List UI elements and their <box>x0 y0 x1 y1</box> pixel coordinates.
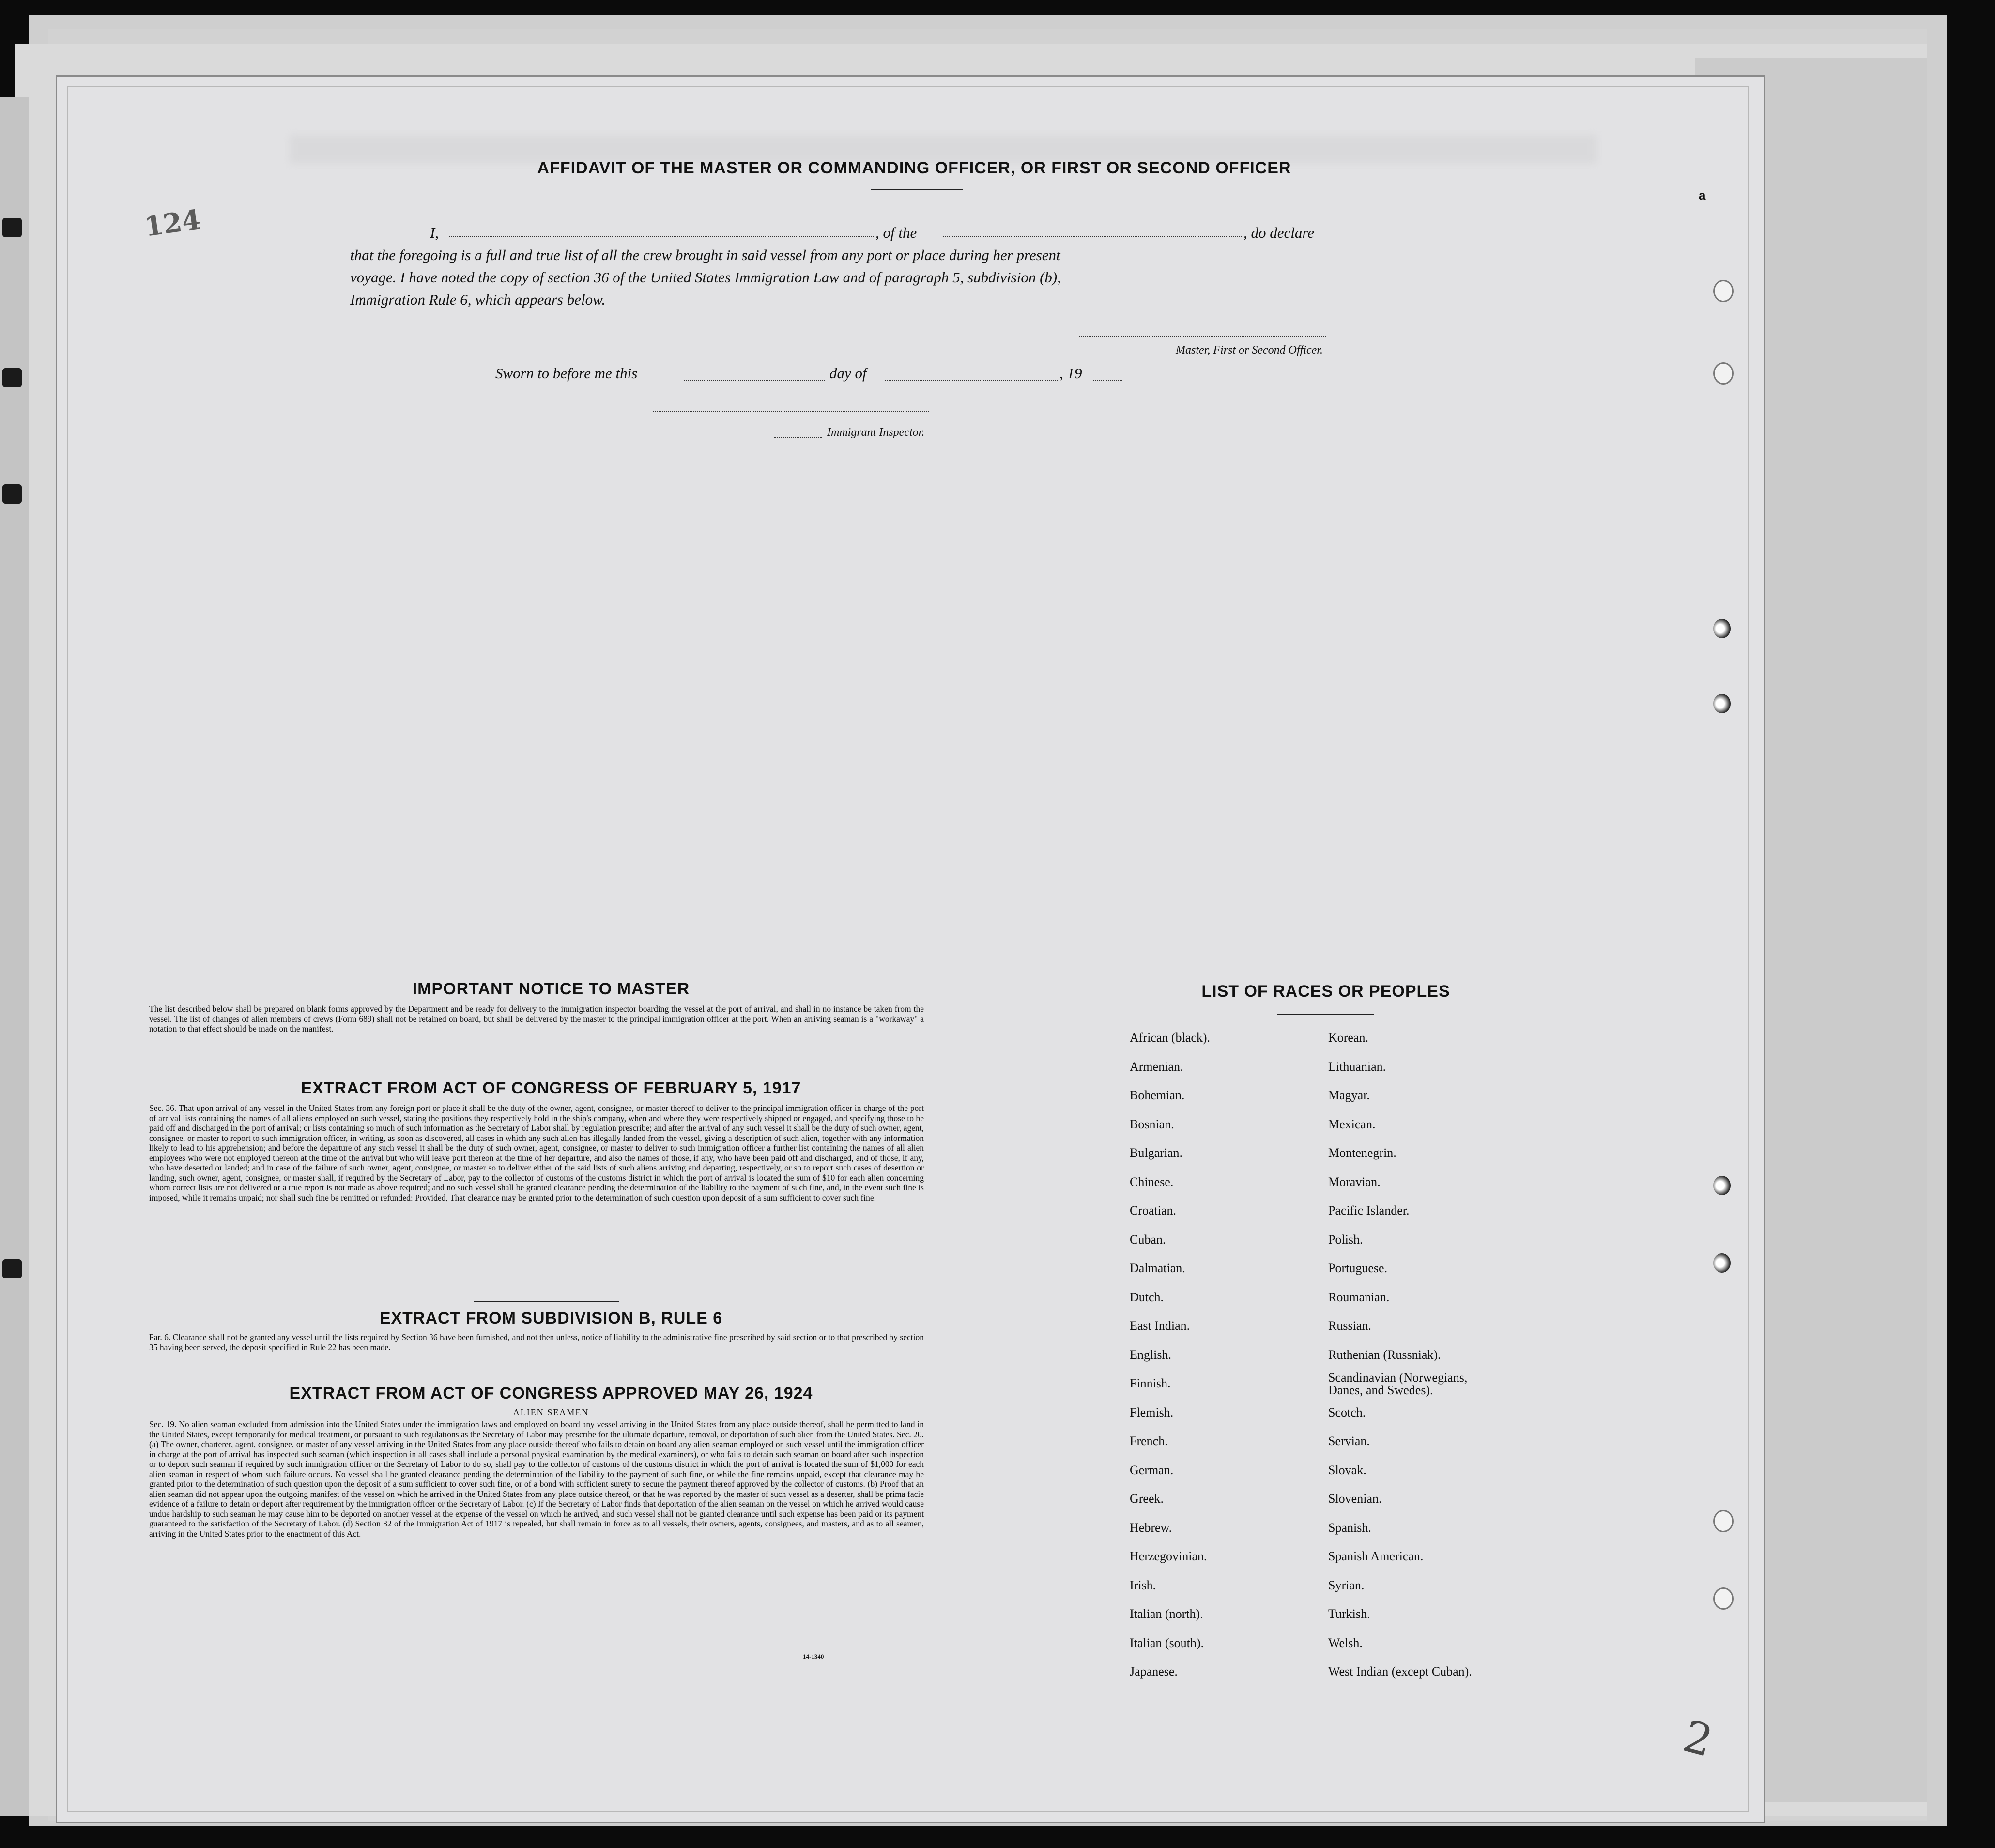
title-rule <box>871 189 963 190</box>
punch-hole <box>1713 362 1734 385</box>
page-border <box>67 86 1749 1812</box>
master-signature-line <box>1079 336 1326 337</box>
extract-1924-title: EXTRACT FROM ACT OF CONGRESS APPROVED MAY 26, 1924 <box>289 1384 813 1402</box>
race-item: Portuguese. <box>1328 1261 1388 1275</box>
race-item: Magyar. <box>1328 1088 1370 1102</box>
section-rule <box>474 1301 619 1302</box>
race-item: Scandinavian (Norwegians, Danes, and Swedes). <box>1328 1371 1468 1397</box>
binding-mark <box>2 1259 22 1278</box>
affidavit-text <box>350 222 1447 311</box>
race-item: Servian. <box>1328 1434 1370 1448</box>
punch-hole <box>1713 619 1731 638</box>
sworn-year-blank <box>1093 368 1122 381</box>
race-item: Flemish. <box>1130 1405 1174 1419</box>
affidavit-page <box>56 75 1765 1823</box>
inspector-signature-line <box>653 411 929 412</box>
race-item: German. <box>1130 1463 1174 1477</box>
race-item: Lithuanian. <box>1328 1059 1386 1074</box>
races-rule <box>1277 1014 1374 1015</box>
race-item: Spanish. <box>1328 1520 1371 1535</box>
race-item: African (black). <box>1130 1031 1211 1045</box>
race-item: Bosnian. <box>1130 1117 1174 1131</box>
race-item: East Indian. <box>1130 1319 1190 1333</box>
affidavit-line: that the foregoing is a full and true list of all the crew brought in said vessel from any port or place during her present <box>350 246 1060 263</box>
binding-mark <box>2 218 22 237</box>
race-item: Syrian. <box>1328 1578 1365 1592</box>
declarant-name-blank <box>449 225 875 237</box>
extract-1917-body: Sec. 36. That upon arrival of any vessel in the United States from any foreign port or place it shall be the duty of the owner, agent, consignee, or master thereof to deliver to the principal immigration officer in charge of the port of arrival lists containing the names of all aliens employed on such vessel, stating the positions they respectively hold in the ship's company, when and where they were respectively shipped or engaged, and specifying those to be paid off and discharged in the port of arrival; or lists containing so much of such information as the Secretary of Labor shall by regulation prescribe; and after the arrival of any such vessel it shall be the duty of such owner, agent, consignee, or master to report to such immigration officer, in writing, as soon as discovered, all cases in which any such alien has illegally landed from the vessel, giving a description of such alien, together with any information likely to lead to his apprehension; and before the departure of any such vessel it shall be the duty of such owner, agent, consignee, or master to deliver to such immigration officer a further list containing the names of all alien employees who were not employed thereon at the time of the arrival but who will leave port thereon at the time of her departure, and also the names of those, if any, who have been paid off and discharged, and of those, if any, who have deserted or landed; and in case of the failure of such owner, agent, consignee, or master so to deliver either of the said lists of such aliens arriving and departing, respectively, or so to report such cases of desertion or landing, such owner, agent, consignee, or master shall, if required by the Secretary of Labor, pay to the collector of customs of the customs district in which the port of arrival is located the sum of $10 for each alien concerning whom correct lists are not delivered or a true report is not made as above required; and no such vessel shall be granted clearance pending the determination of the liability to the payment of such fine, and, in the event such fine is imposed, while it remains unpaid; nor shall such fine be remitted or refunded: Provided, That clearance may be granted prior to the determination of such question upon deposit of a sum sufficient to cover such fine. <box>149 1103 924 1202</box>
extract-1917-title: EXTRACT FROM ACT OF CONGRESS OF FEBRUARY 5, 1917 <box>301 1079 801 1097</box>
punch-hole <box>1713 1176 1731 1195</box>
binding-mark <box>2 484 22 504</box>
inspector-blank <box>774 425 822 438</box>
punch-hole <box>1713 694 1731 713</box>
race-item: Italian (south). <box>1130 1635 1204 1650</box>
punch-hole <box>1713 1510 1734 1532</box>
vessel-name-blank <box>943 225 1243 237</box>
corner-label: a <box>1699 188 1706 202</box>
master-signature-label: Master, First or Second Officer. <box>1176 344 1323 356</box>
race-item: Mexican. <box>1328 1117 1376 1131</box>
punch-hole <box>1713 1253 1731 1273</box>
race-item: Croatian. <box>1130 1203 1177 1217</box>
race-item: Pacific Islander. <box>1328 1203 1410 1217</box>
declarant-prefix: I, <box>430 224 439 241</box>
race-item: Slovak. <box>1328 1463 1366 1477</box>
notice-body: The list described below shall be prepared on blank forms approved by the Department and be ready for delivery to the immigration inspector boarding the vessel at the port of arrival, and shall in no instance be taken from the vessel. The list of changes of alien members of crews (Form 689) shall not be retained on board, but shall be delivered by the master to the principal immigration officer at the port. When an arriving seaman is a "workaway" a notation to that effect should be made on the manifest. <box>149 1004 924 1033</box>
race-item: Slovenian. <box>1328 1492 1382 1506</box>
race-item: Herzegovinian. <box>1130 1549 1207 1563</box>
binding-mark <box>2 368 22 387</box>
year-text: , 19 <box>1059 365 1082 382</box>
race-item: English. <box>1130 1347 1171 1362</box>
extract-1924-body: Sec. 19. No alien seaman excluded from admission into the United States under the immigration laws and employed on board any vessel arriving in the United States from any place outside thereof, shall be permitted to land in the United States, except temporarily for medical treatment, or pursuant to such regulations as the Secretary of Labor may prescribe for the ultimate departure, removal, or deportation of such alien from the United States. Sec. 20. (a) The owner, charterer, agent, consignee, or master of any vessel arriving in the United States from any place outside thereof who fails to detain on board any alien seaman employed on such vessel until the immigration officer in charge at the port of arrival has inspected such seaman (which inspection in all cases shall include a personal physical examination by the medical examiners), or who fails to detain such seaman on board after such inspection or to deport such seaman if required by such immigration officer or the Secretary of Labor to do so, shall pay to the collector of customs of the customs district in which the port of arrival is located the sum of $1,000 for each alien seaman in respect of whom such failure occurs. No vessel shall be granted clearance pending the determination of the liability to the payment of such fine, or while the fine remains unpaid, except that clearance may be granted prior to the determination of such question upon the deposit of a sum sufficient to cover such fine, or of a bond with sufficient surety to secure the payment thereof approved by the collector of customs. (b) Proof that an alien seaman did not appear upon the outgoing manifest of the vessel on which he arrived in the United States from any place outside thereof, or that he was reported by the master of such vessel as a deserter, shall be prima facie evidence of a failure to detain or deport after requirement by the immigration officer or the Secretary of Labor. (c) If the Secretary of Labor finds that deportation of the alien seaman on the vessel on which he arrived would cause undue hardship to such seaman he may cause him to be deported on another vessel at the expense of the vessel on which he arrived, and such vessel shall not be granted clearance until such expense has been paid or its payment guaranteed to the satisfaction of the Secretary of Labor. (d) Section 32 of the Immigration Act of 1917 is repealed, but shall remain in force as to all vessels, their owners, agents, consignees, and masters, and as to all seamen, arriving in the United States prior to the enactment of this Act. <box>149 1419 924 1539</box>
declare-text: , do declare <box>1243 224 1315 241</box>
extract-1924-subtitle: ALIEN SEAMEN <box>513 1407 589 1417</box>
race-item: Montenegrin. <box>1328 1146 1396 1160</box>
race-item: Roumanian. <box>1328 1290 1390 1304</box>
race-item: Bohemian. <box>1130 1088 1185 1102</box>
handwritten-mark: 2 <box>1678 1710 1718 1767</box>
sworn-text: Sworn to before me this <box>495 365 638 382</box>
punch-hole <box>1713 280 1734 302</box>
race-item: Greek. <box>1130 1492 1164 1506</box>
race-item: Bulgarian. <box>1130 1146 1183 1160</box>
race-item: Polish. <box>1328 1232 1363 1247</box>
form-number: 14-1340 <box>803 1653 824 1660</box>
subdivision-title: EXTRACT FROM SUBDIVISION B, RULE 6 <box>379 1309 723 1327</box>
race-item: Chinese. <box>1130 1174 1174 1189</box>
races-title: LIST OF RACES OR PEOPLES <box>1201 982 1450 1001</box>
race-item: Irish. <box>1130 1578 1156 1592</box>
punch-hole <box>1713 1587 1734 1610</box>
race-item: Cuban. <box>1130 1232 1166 1247</box>
affidavit-line: Immigration Rule 6, which appears below. <box>350 291 606 308</box>
left-binding-strip <box>0 97 29 1816</box>
race-item: Turkish. <box>1328 1607 1370 1621</box>
subdivision-body: Par. 6. Clearance shall not be granted any vessel until the lists required by Section 36 have been furnished, and not then unless, notice of liability to the administrative fine prescribed by said section or to that prescribed by section 35 having been served, the deposit specified in Rule 22 has been made. <box>149 1332 924 1352</box>
handwritten-number: 124 <box>142 203 203 243</box>
race-item: Ruthenian (Russniak). <box>1328 1347 1441 1362</box>
race-item: Italian (north). <box>1130 1607 1203 1621</box>
race-item: Moravian. <box>1328 1174 1381 1189</box>
race-item: French. <box>1130 1434 1168 1448</box>
sworn-month-blank <box>885 368 1059 381</box>
race-item: Dutch. <box>1130 1290 1164 1304</box>
race-item: Korean. <box>1328 1031 1369 1045</box>
race-item: Armenian. <box>1130 1059 1183 1074</box>
race-item: Dalmatian. <box>1130 1261 1185 1275</box>
sworn-day-blank <box>684 368 825 381</box>
race-item: Scotch. <box>1328 1405 1366 1419</box>
race-item: West Indian (except Cuban). <box>1328 1664 1472 1679</box>
affidavit-title: AFFIDAVIT OF THE MASTER OR COMMANDING OFFICER, OR FIRST OR SECOND OFFICER <box>537 159 1291 177</box>
race-item: Russian. <box>1328 1319 1371 1333</box>
day-of-text: day of <box>829 365 867 382</box>
inspector-label: Immigrant Inspector. <box>827 426 925 439</box>
affidavit-line: voyage. I have noted the copy of section 36 of the United States Immigration Law and of paragraph 5, subdivision (b), <box>350 269 1061 286</box>
race-item: Hebrew. <box>1130 1520 1172 1535</box>
race-item: Welsh. <box>1328 1635 1363 1650</box>
notice-title: IMPORTANT NOTICE TO MASTER <box>412 980 690 998</box>
race-item: Finnish. <box>1130 1376 1171 1390</box>
of-the-text: , of the <box>875 224 917 241</box>
race-item: Japanese. <box>1130 1664 1178 1679</box>
race-item: Spanish American. <box>1328 1549 1424 1563</box>
